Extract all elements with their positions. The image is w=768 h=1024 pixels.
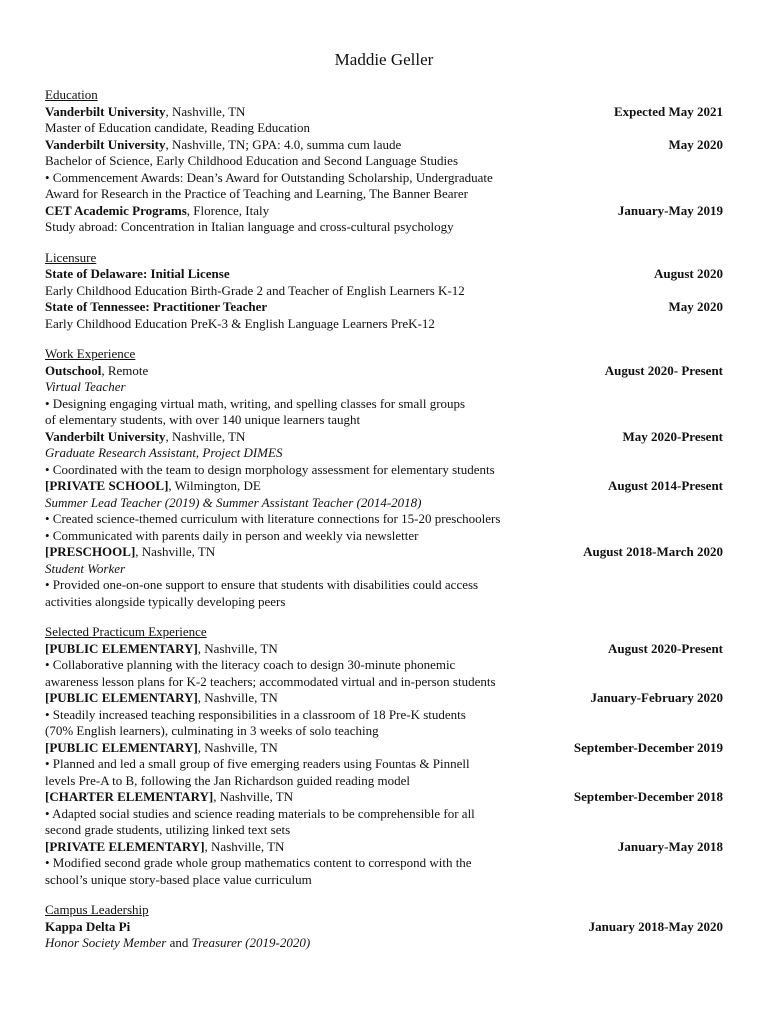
entry-role: Virtual Teacher [45,379,126,394]
leadership-section [45,902,723,952]
bullet-point: • Planned and led a small group of five emerging readers using Fountas & Pinnell levels Pre-A to B, following the Jan Richardson guided reading model [45,756,470,788]
role-member: Honor Society Member [45,935,167,950]
org-location: , Florence, Italy [186,202,270,218]
entry-header [45,839,723,856]
org-name: State of Tennessee: Practitioner Teacher [45,299,268,314]
section-title-work: Work Experience [45,346,136,361]
entry-detail: Master of Education candidate, Reading Education [45,120,310,135]
entry-date: May 2020-Present [622,428,723,444]
entry-header [45,203,723,220]
bullet-point: • Commencement Awards: Dean’s Award for Outstanding Scholarship, Undergraduate Award for Research in the Practice of Teaching and Learning, The Banner Bearer [45,169,493,201]
entry-date: May 2020 [668,136,723,152]
section-title-leadership: Campus Leadership [45,902,149,917]
org-name: Kappa Delta Pi [45,918,131,934]
org-name: [CHARTER ELEMENTARY] [45,789,214,804]
entry-date: January-February 2020 [590,690,723,705]
entry-header [45,544,723,561]
practicum-section [45,624,723,888]
org-name: Vanderbilt University [45,103,166,119]
org-location: , Nashville, TN; GPA: 4.0, summa cum laude [165,136,402,152]
entry-detail: Early Childhood Education PreK-3 & English Language Learners PreK-12 [45,315,435,331]
org-location: , Wilmington, DE [168,478,261,493]
entry-header [45,104,723,121]
entry-role: Summer Lead Teacher (2019) & Summer Assistant Teacher (2014-2018) [45,494,422,510]
entry-date: September-December 2019 [573,739,723,755]
org-location: , Nashville, TN [213,789,294,804]
entry-date: August 2014-Present [608,478,723,493]
org-name: [PRESCHOOL] [45,544,136,559]
org-location: , Remote [101,362,149,378]
entry-date: August 2020 [654,266,723,281]
bullet-point: • Adapted social studies and science reading materials to be comprehensible for all second grade students, utilizing linked text sets [45,805,475,837]
entry-header [45,641,723,658]
entry-header [45,740,723,757]
entry-date: August 2020-Present [608,640,723,656]
entry-header [45,478,723,495]
org-location: , Nashville, TN [197,690,278,705]
bullet-point: • Provided one-on-one support to ensure that students with disabilities could access activities alongside typically developing peers [45,577,479,609]
org-name: Vanderbilt University [45,428,166,444]
bullet-point: • Steadily increased teaching responsibilities in a classroom of 18 Pre-K students (70% English learners), culminating in 3 weeks of solo teaching [45,706,466,738]
bullet-point: • Designing engaging virtual math, writing, and spelling classes for small groups of elementary students, with over 140 unique learners taught [45,395,466,427]
role-connector: and [166,935,192,950]
bullet-point: • Created science-themed curriculum with literature connections for 15-20 preschoolers [45,511,501,526]
org-name: State of Delaware: Initial License [45,266,230,281]
resume-name: Maddie Geller [334,50,434,69]
entry-date: January-May 2018 [617,838,723,854]
entry-date: September-December 2018 [573,789,723,804]
bullet-point: • Modified second grade whole group mathematics content to correspond with the school’s unique story-based place value curriculum [45,855,472,887]
resume [45,50,723,966]
org-name: [PUBLIC ELEMENTARY] [45,739,198,755]
org-location: , Nashville, TN [197,739,278,755]
entry-header [45,299,723,316]
entry-date: August 2020- Present [604,362,723,378]
bullet-point: • Communicated with parents daily in person and weekly via newsletter [45,527,419,543]
entry-detail: Bachelor of Science, Early Childhood Education and Second Language Studies [45,153,458,168]
entry-header [45,690,723,707]
org-location: , Nashville, TN [197,640,278,656]
entry-header [45,919,723,936]
entry-header [45,429,723,446]
entry-role: Student Worker [45,560,126,576]
section-title-licensure: Licensure [45,249,97,265]
entry-date: Expected May 2021 [613,103,723,119]
entry-header [45,137,723,154]
entry-date: January-May 2019 [617,202,723,218]
section-title-practicum: Selected Practicum Experience [45,624,207,639]
org-location: , Nashville, TN [135,544,216,559]
entry-detail: Early Childhood Education Birth-Grade 2 and Teacher of English Learners K-12 [45,282,465,298]
section-title-education: Education [45,87,98,102]
entry-header [45,789,723,806]
org-location: , Nashville, TN [165,428,246,444]
entry-date: August 2018-March 2020 [583,544,723,559]
entry-date: May 2020 [668,299,723,314]
org-name: Vanderbilt University [45,136,166,152]
entry-header [45,363,723,380]
org-name: Outschool [45,362,102,378]
bullet-point: • Collaborative planning with the literacy coach to design 30-minute phonemic awareness lesson plans for K-2 teachers; accommodated virtual and in-person students [45,657,496,689]
bullet-point: • Coordinated with the team to design morphology assessment for elementary students [45,461,495,477]
org-location: , Nashville, TN [165,103,246,119]
entry-role: Graduate Research Assistant, Project DIMES [45,445,283,460]
work-section [45,346,723,610]
org-location: , Nashville, TN [204,838,285,854]
org-name: [PUBLIC ELEMENTARY] [45,640,198,656]
org-name: [PRIVATE SCHOOL] [45,478,169,493]
education-section [45,87,723,236]
licensure-section [45,250,723,333]
org-name: [PUBLIC ELEMENTARY] [45,690,198,705]
entry-role [45,935,723,952]
entry-header [45,266,723,283]
entry-detail: Study abroad: Concentration in Italian language and cross-cultural psychology [45,219,454,234]
org-name: CET Academic Programs [45,202,187,218]
role-treasurer: Treasurer (2019-2020) [191,935,311,950]
org-name: [PRIVATE ELEMENTARY] [45,838,205,854]
entry-date: January 2018-May 2020 [588,918,723,934]
